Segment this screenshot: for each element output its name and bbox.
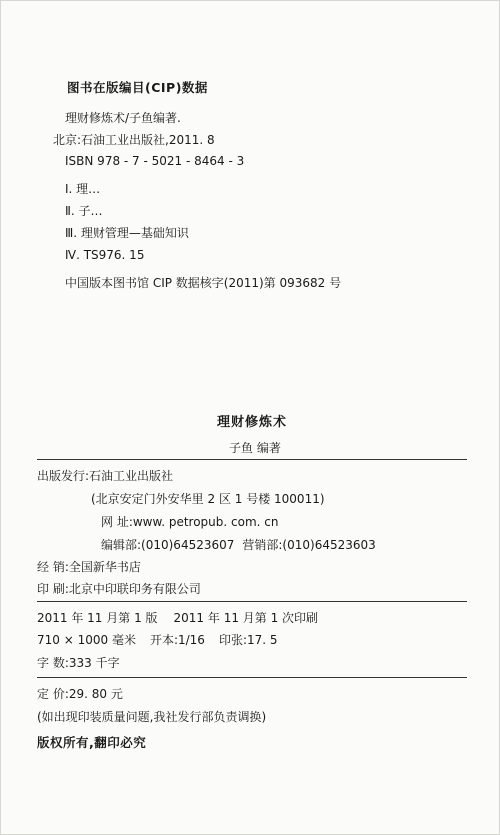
publisher-address: (北京安定门外安华里 2 区 1 号楼 100011) <box>91 492 325 506</box>
cip-publication: 北京:石油工业出版社,2011. 8 <box>53 133 215 147</box>
copyright-notice: 版权所有,翻印必究 <box>37 735 147 750</box>
cip-subject-4: Ⅳ. TS976. 15 <box>65 248 145 262</box>
word-count-row <box>37 656 120 670</box>
editorial-phone: 编辑部:(010)64523607 <box>101 538 235 552</box>
price-label: 定 价: <box>37 687 69 701</box>
printer-label: 印 刷: <box>37 582 69 596</box>
distributor-label: 经 销: <box>37 560 69 574</box>
book-author: 子鱼 编著 <box>229 441 281 455</box>
paper-size: 710 × 1000 毫米 <box>37 633 136 647</box>
sales-phone: 营销部:(010)64523603 <box>242 538 376 552</box>
format-row <box>37 633 278 647</box>
website-label: 网 址: <box>101 515 133 529</box>
phone-row <box>101 538 376 552</box>
impression: 2011 年 11 月第 1 次印刷 <box>173 611 319 625</box>
cip-record: 中国版本图书馆 CIP 数据核字(2011)第 093682 号 <box>65 276 342 290</box>
cip-subject-1: Ⅰ. 理… <box>65 182 101 196</box>
divider <box>37 459 467 460</box>
divider <box>37 601 467 602</box>
publisher-row <box>37 469 173 483</box>
cip-heading: 图书在版编目(CIP)数据 <box>67 80 208 95</box>
edition: 2011 年 11 月第 1 版 <box>37 611 158 625</box>
print-sheets: 印张:17. 5 <box>218 633 278 647</box>
word-count: 333 千字 <box>68 656 120 670</box>
word-count-label: 字 数: <box>37 656 69 670</box>
price-row <box>37 687 123 701</box>
book-title: 理财修炼术 <box>217 415 288 430</box>
printer-row <box>37 582 201 596</box>
website-row <box>101 515 278 529</box>
edition-row <box>37 611 318 625</box>
cip-subject-3: Ⅲ. 理财管理—基础知识 <box>65 226 189 240</box>
publisher-name: 石油工业出版社 <box>89 469 174 483</box>
book-format: 开本:1/16 <box>149 633 205 647</box>
distributor-value: 全国新华书店 <box>68 560 141 574</box>
website-value: www. petropub. com. cn <box>132 515 279 529</box>
divider <box>37 677 467 678</box>
distributor-row <box>37 560 141 574</box>
cip-title-author: 理财修炼术/子鱼编著. <box>65 111 181 125</box>
publisher-label: 出版发行: <box>37 469 90 483</box>
price-value: 29. 80 元 <box>68 687 123 701</box>
cip-isbn: ISBN 978 - 7 - 5021 - 8464 - 3 <box>65 154 245 168</box>
printer-value: 北京中印联印务有限公司 <box>68 582 201 596</box>
cip-subject-2: Ⅱ. 子… <box>65 204 103 218</box>
quality-notice: (如出现印装质量问题,我社发行部负责调换) <box>37 710 267 724</box>
